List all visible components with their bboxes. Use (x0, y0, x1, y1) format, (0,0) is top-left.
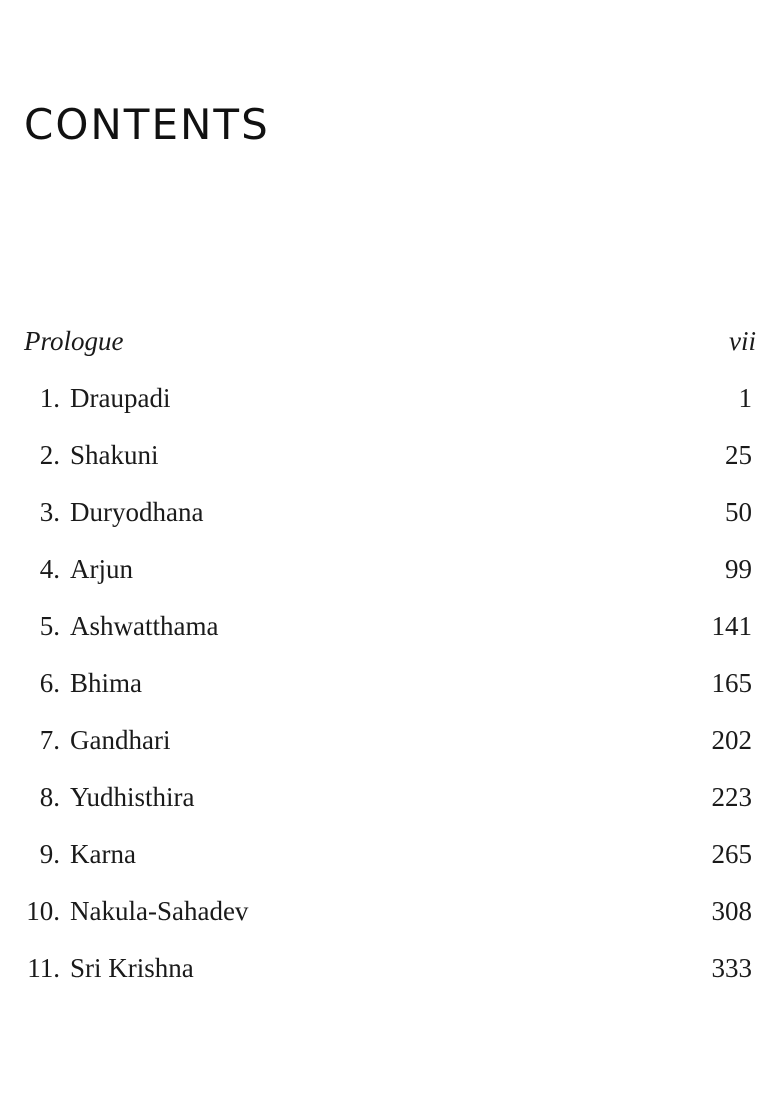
toc-entry-title: Sri Krishna (70, 953, 194, 983)
toc-entry[interactable] (0, 541, 780, 598)
toc-entry-number: 6. (39, 668, 60, 698)
toc-entry-page: 202 (711, 725, 752, 755)
toc-entry-title: Duryodhana (70, 497, 204, 527)
toc-entry[interactable] (0, 940, 780, 997)
page-title: CONTENTS (24, 100, 270, 149)
toc-entry-title: Shakuni (70, 440, 159, 470)
toc-entry-title: Prologue (24, 326, 124, 356)
toc-entry[interactable] (0, 370, 780, 427)
toc-entry-title: Karna (70, 839, 136, 869)
toc-entry[interactable] (0, 427, 780, 484)
toc-entry-title: Nakula-Sahadev (70, 896, 249, 926)
toc-entry-title: Arjun (70, 554, 133, 584)
toc-entry[interactable] (0, 484, 780, 541)
toc-entry[interactable] (0, 712, 780, 769)
toc-entry-page: 308 (711, 896, 752, 926)
toc-entry-page: 333 (711, 953, 752, 983)
toc-entry-page: 1 (738, 383, 752, 413)
toc-entry-page: vii (729, 326, 756, 356)
toc-entry-title: Yudhisthira (70, 782, 195, 812)
toc-entry-page: 141 (711, 611, 752, 641)
toc-entry-number: 10. (26, 896, 60, 926)
toc-entry-number: 7. (39, 725, 60, 755)
toc-entry-prologue[interactable] (0, 313, 780, 370)
toc-entry-number: 9. (39, 839, 60, 869)
table-of-contents (0, 313, 780, 997)
toc-entry-page: 165 (711, 668, 752, 698)
toc-entry-number: 8. (39, 782, 60, 812)
toc-entry[interactable] (0, 769, 780, 826)
toc-entry[interactable] (0, 826, 780, 883)
toc-entry-title: Draupadi (70, 383, 171, 413)
toc-entry-number: 5. (39, 611, 60, 641)
toc-entry-number: 2. (39, 440, 60, 470)
toc-entry-title: Bhima (70, 668, 142, 698)
toc-entry-page: 265 (711, 839, 752, 869)
toc-entry-number: 4. (39, 554, 60, 584)
toc-entry-page: 99 (725, 554, 752, 584)
toc-entry[interactable] (0, 598, 780, 655)
toc-entry-page: 223 (711, 782, 752, 812)
toc-entry-page: 50 (725, 497, 752, 527)
toc-entry-title: Gandhari (70, 725, 171, 755)
toc-entry[interactable] (0, 655, 780, 712)
toc-entry-number: 11. (27, 953, 60, 983)
toc-entry-number: 3. (39, 497, 60, 527)
toc-entry-page: 25 (725, 440, 752, 470)
toc-entry-number: 1. (39, 383, 60, 413)
toc-entry[interactable] (0, 883, 780, 940)
toc-entry-title: Ashwatthama (70, 611, 219, 641)
